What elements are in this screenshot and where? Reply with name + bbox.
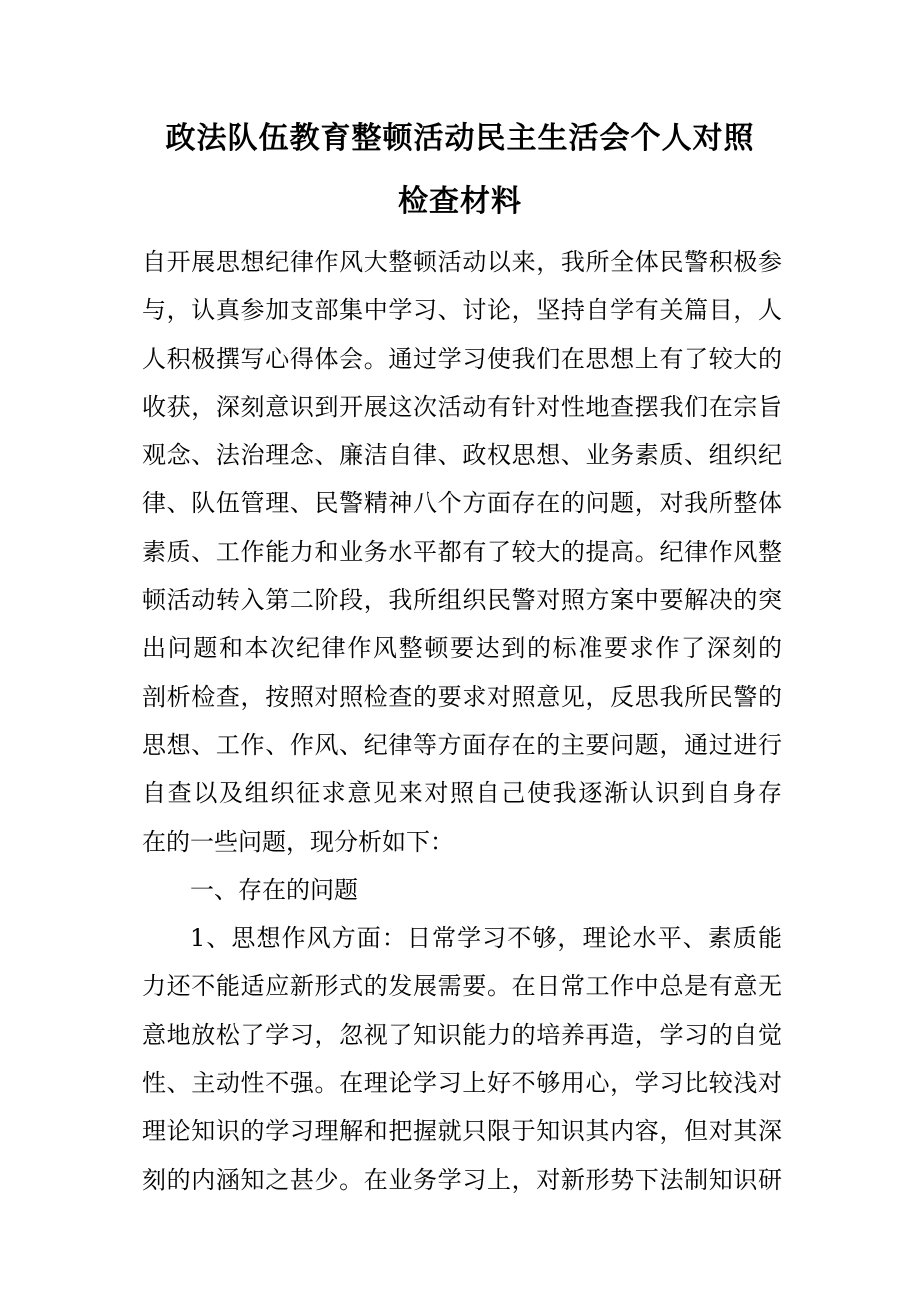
paragraph-2-line: 性、主动性不强。在理论学习上好不够用心，学习比较浅对 <box>142 1069 782 1098</box>
paragraph-1-line: 在的一些问题，现分析如下： <box>142 827 454 856</box>
paragraph-1-line: 自开展思想纪律作风大整顿活动以来，我所全体民警积极参 <box>142 248 782 276</box>
paragraph-2-line: 理论知识的学习理解和把握就只限于知识其内容，但对其深 <box>142 1117 782 1146</box>
paragraph-1-line: 与，认真参加支部集中学习、讨论，坚持自学有关篇目，人 <box>142 296 782 325</box>
paragraph-1-line: 收获，深刻意识到开展这次活动有针对性地查摆我们在宗旨 <box>142 392 782 421</box>
document-title-line-2: 检查材料 <box>398 184 522 219</box>
paragraph-2-line: 刻的内涵知之甚少。在业务学习上，对新形势下法制知识研 <box>142 1165 782 1194</box>
paragraph-1-line: 人积极撰写心得体会。通过学习使我们在思想上有了较大的 <box>142 344 782 373</box>
paragraph-2-line: 意地放松了学习，忽视了知识能力的培养再造，学习的自觉 <box>142 1020 782 1049</box>
paragraph-2-line: 力还不能适应新形式的发展需要。在日常工作中总是有意无 <box>142 972 782 1001</box>
paragraph-1-line: 观念、法治理念、廉洁自律、政权思想、业务素质、组织纪 <box>142 441 782 470</box>
paragraph-1-line: 律、队伍管理、民警精神八个方面存在的问题，对我所整体 <box>142 489 782 518</box>
paragraph-1-line: 素质、工作能力和业务水平都有了较大的提高。纪律作风整 <box>142 537 782 566</box>
paragraph-1-line: 思想、工作、作风、纪律等方面存在的主要问题，通过进行 <box>142 730 782 759</box>
paragraph-1-line: 自查以及组织征求意见来对照自己使我逐渐认识到自身存 <box>142 779 782 808</box>
paragraph-1-line: 顿活动转入第二阶段，我所组织民警对照方案中要解决的突 <box>142 586 782 615</box>
document-title-line-1: 政法队伍教育整顿活动民主生活会个人对照 <box>165 121 755 156</box>
paragraph-1-line: 剖析检查，按照对照检查的要求对照意见，反思我所民警的 <box>142 682 782 711</box>
document-body <box>142 238 782 1204</box>
paragraph-2-line: 1、思想作风方面：日常学习不够，理论水平、素质能 <box>190 924 782 953</box>
paragraph-1-line: 出问题和本次纪律作风整顿要达到的标准要求作了深刻的 <box>142 634 782 663</box>
section-heading: 一、存在的问题 <box>190 875 358 904</box>
